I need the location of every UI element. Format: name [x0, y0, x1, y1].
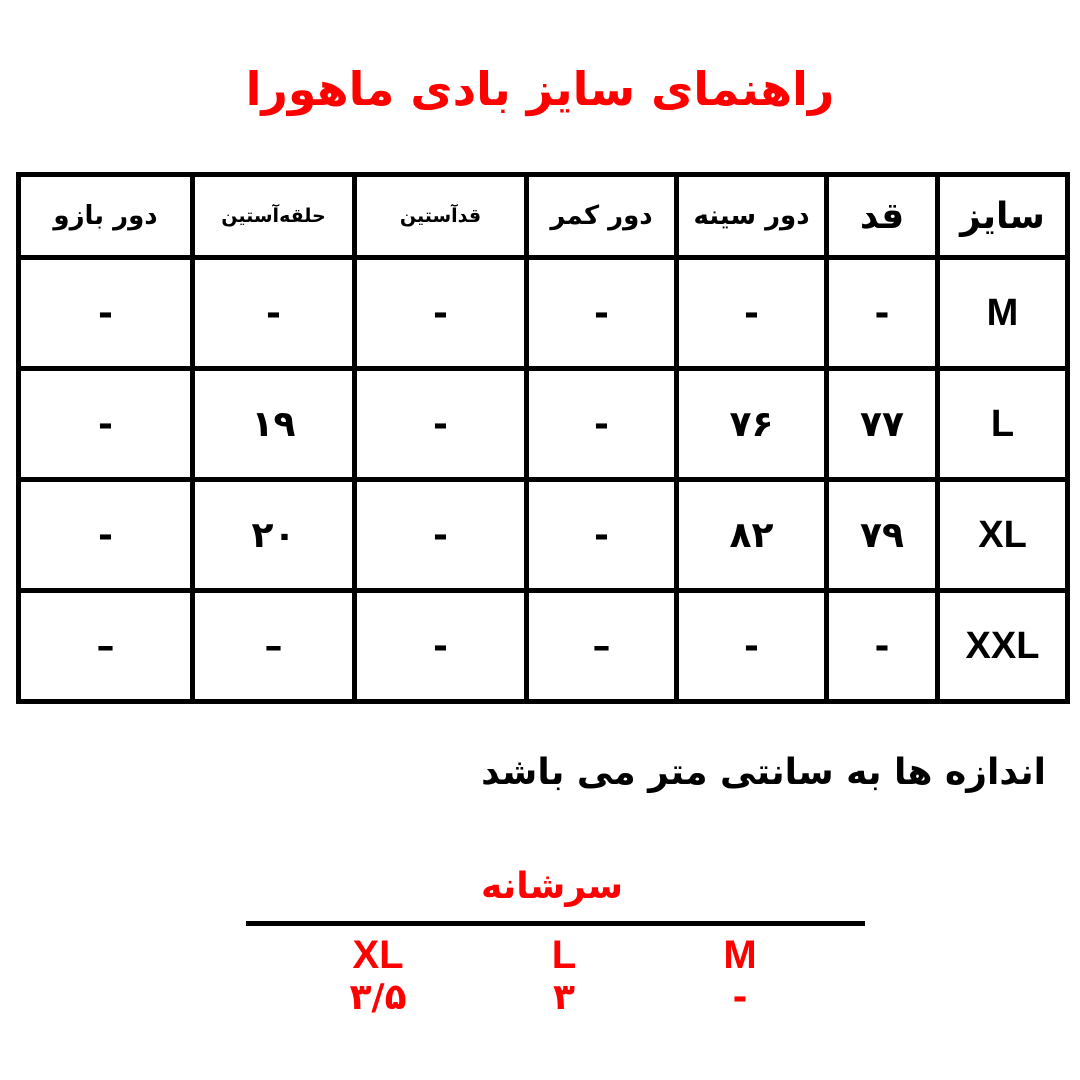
- cell-sleeve-length: -: [355, 480, 527, 591]
- cell-size: XL: [938, 480, 1068, 591]
- cell-armhole: -: [193, 258, 355, 369]
- cell-waist: -: [527, 480, 677, 591]
- cell-armhole: ۱۹: [193, 369, 355, 480]
- cell-length: -: [827, 591, 938, 702]
- cell-chest: ۸۲: [677, 480, 827, 591]
- header-armhole: حلقه‌آستین: [193, 175, 355, 258]
- units-note: اندازه ها به سانتی متر می باشد: [481, 752, 1046, 793]
- cell-chest: ۷۶: [677, 369, 827, 480]
- page-title: راهنمای سایز بادی ماهورا: [245, 62, 835, 116]
- cell-chest: -: [677, 591, 827, 702]
- shoulder-divider: [246, 921, 865, 926]
- table-row: [19, 480, 1068, 591]
- header-size: سایز: [938, 175, 1068, 258]
- cell-length: -: [827, 258, 938, 369]
- cell-chest: -: [677, 258, 827, 369]
- shoulder-column-l: [484, 932, 644, 1018]
- shoulder-value: -: [732, 977, 748, 1018]
- shoulder-size-label: XL: [352, 933, 404, 977]
- cell-waist: -: [527, 258, 677, 369]
- cell-waist: -: [527, 369, 677, 480]
- shoulder-size-label: M: [723, 933, 757, 977]
- shoulder-column-m: [660, 932, 820, 1018]
- cell-waist: –: [527, 591, 677, 702]
- header-sleeve-length: قدآستین: [355, 175, 527, 258]
- cell-length: ۷۹: [827, 480, 938, 591]
- size-chart-table: [16, 172, 1070, 704]
- cell-sleeve-length: -: [355, 591, 527, 702]
- cell-arm: -: [19, 480, 193, 591]
- shoulder-value: ۳: [553, 977, 575, 1018]
- header-arm: دور بازو: [19, 175, 193, 258]
- shoulder-title: سرشانه: [480, 866, 624, 907]
- table-row: [19, 258, 1068, 369]
- shoulder-size-label: L: [551, 933, 577, 977]
- cell-sleeve-length: -: [355, 369, 527, 480]
- header-waist: دور کمر: [527, 175, 677, 258]
- table-row: [19, 591, 1068, 702]
- cell-length: ۷۷: [827, 369, 938, 480]
- cell-arm: -: [19, 369, 193, 480]
- shoulder-value: ۳/۵: [349, 977, 407, 1018]
- cell-size: XXL: [938, 591, 1068, 702]
- cell-arm: -: [19, 258, 193, 369]
- cell-armhole: –: [193, 591, 355, 702]
- cell-arm: –: [19, 591, 193, 702]
- shoulder-column-xl: [298, 932, 458, 1018]
- cell-armhole: ۲۰: [193, 480, 355, 591]
- cell-size: L: [938, 369, 1068, 480]
- table-row: [19, 369, 1068, 480]
- cell-size: M: [938, 258, 1068, 369]
- cell-sleeve-length: -: [355, 258, 527, 369]
- header-chest: دور سینه: [677, 175, 827, 258]
- header-length: قد: [827, 175, 938, 258]
- table-header-row: [19, 175, 1068, 258]
